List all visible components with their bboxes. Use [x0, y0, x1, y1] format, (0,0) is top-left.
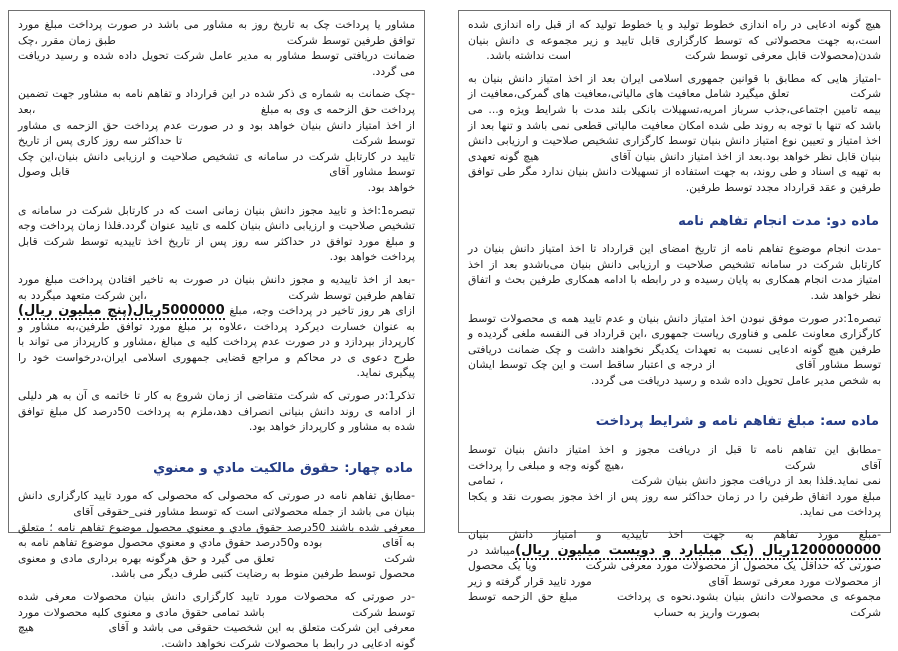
section-heading-article3: ماده سه: مبلغ تفاهم نامه و شرایط پرداخت [595, 414, 879, 430]
paragraph: تبصره1:اخذ و تایید مجوز دانش بنیان زمانی است که در کارتابل شرکت در سامانه ی تشخیص صلاحیت و ارزیابی دانش بنیان کلمه ی تایید عنوان گردد.فلذا زمان پرداخت وجه و مبلغ مورد توافق در حداکثر سه روز پس از تاریخ اخذ تاییدیه توسط شرکت قابل پرداخت خواهد بود. [18, 203, 415, 264]
paragraph: -در صورتی که محصولات مورد تایید کارگزاری دانش بنیان محصولات معرفی شده توسط شرکت باشد تمامی حقوق مادی و معنوی کلیه محصولات مورد معرفی این شرکت متعلق به این شخصیت حقوقی می باشد و آقای هیچ گونه ادعایی در رابط با محصولات شرکت نخواهد داشت. [18, 590, 415, 650]
paragraph: -چک ضمانت به شماره ی ذکر شده در این قرارداد و تفاهم نامه به مشاور جهت تضمین پرداخت حق الزحمه ی وی به مبلغ ،بعد از اخذ امتیاز دانش بنیان خواهد بود و در صورت عدم پرداخت حق الزحمه ی مشاور توسط شرکت تا حداکثر سه روز کاری پس از تاریخ تایید در کارتابل شرکت در سامانه ی تشخیص صلاحیت و ارزیابی دانش بنیان،این چک توسط مشاور آقای قابل وصول خواهد بود. [18, 87, 415, 194]
page-right [458, 10, 891, 619]
paragraph-text: -بعد از اخذ تاییدیه و مجوز دانش بنیان در صورت به تاخیر افتادن پرداخت مبلغ مورد تفاهم طرفین توسط شرکت ،این شرکت متعهد میگردد به ازای هر روز تاخیر در پرداخت وجه، مبلغ [18, 272, 415, 318]
amount-highlight: 5000000ریال(پنج میلیون ریال) [18, 303, 225, 319]
amount-highlight: 1200000000ریال (یک میلیارد و دویست میلیون ریال) [515, 542, 881, 558]
section-heading-article4: ماده چهار: حقوق مالکیت مادي و معنوي [153, 460, 413, 476]
section-heading-article2: ماده دو: مدت انجام تفاهم نامه [678, 213, 879, 229]
page-left [8, 10, 425, 650]
paragraph [468, 527, 881, 621]
paragraph-text: به عنوان خسارت دیرکرد پرداخت ،علاوه بر مبلغ مورد توافق طرفین،به مشاور و کارپرداز بپردازد و در صورت عدم پرداخت کلیه ی مبالغ ،مشاور و کارپرداز می تواند با طرح دعوی ی در محاکم و مراجع قضایی جمهوری اسلامی ایران،درخواست خود را پیگیری نماید. [18, 319, 415, 380]
paragraph: تبصره1:در صورت موفق نبودن اخذ امتیاز دانش بنیان و عدم تایید همه ی محصولات توسط کارگزاری معاونت علمی و فناوری ریاست جمهوری ،این قرارداد فی النفسه ملغی گردیده و طرفین هیچ گونه ادعایی نسبت به تعهدات یکدیگر نخواهند داشت و چک ضمانت دریافتی توسط مشاور آقای از درجه ی اعتبار ساقط است و این چک توسط ایشان به شخص مدیر عامل تحویل داده شده و رسید دریافت می گردد. [468, 311, 881, 387]
paragraph: مشاور یا پرداخت چک به تاریخ روز به مشاور می باشد در صورت پرداخت مبلغ مورد توافق طرفین توسط شرکت طبق زمان مقرر ،چک ضمانت دریافتی توسط مشاور به مدیر عامل شرکت تحویل داده شده و رسید دریافت می گردد. [18, 18, 415, 78]
paragraph-text: -مبلغ مورد تفاهم به جهت اخذ تاییدیه و امتیاز دانش بنیان [468, 528, 881, 542]
paragraph: -مطابق این تفاهم نامه تا قبل از دریافت مجوز و اخذ امتیاز دانش بنیان توسط آقای شرکت ،هیچ گونه وجه و مبلغی را پرداخت نمی نماید.فلذا بعد از دریافت مجوز دانش بنیان شرکت ، تمامی مبلغ مورد اتفاق طرفین را در زمان حداکثر سه روز پس از اخذ مجوز بصورت نقد و یکجا پرداخت می نماید. [468, 443, 881, 519]
paragraph: -مدت انجام موضوع تفاهم نامه از تاریخ امضای این قرارداد تا اخذ امتیاز دانش بنیان در کارتابل شرکت در سامانه تشخیص صلاحیت و ارزیابی دانش بنیان می‌باشدو بعد از اخذ امتیاز مدت انجام همکاری به پایان رسیده و در رابطه با ادامه همکاری طرفین بحث و اتفاق نظر خواهد شد. [468, 242, 881, 302]
paragraph: هیچ گونه ادعایی در راه اندازی خطوط تولید و یا خطوط تولید که از قبل راه اندازی شده است،به جهت محصولاتی که توسط کارگزاری قابل تایید و زیر مجموعه ی دانش بنیان شدن(محصولات قابل معرفی توسط شرکت است نداشته باشد. [468, 18, 881, 63]
paragraph: تذکر1:در صورتی که شرکت متقاضی از زمان شروع به کار تا خاتمه ی آن به هر دلیلی از ادامه ی روند دانش بنیانی انصراف دهد،ملزم به پرداخت 50درصد کل مبلغ توافق شده به مشاور و کارپرداز خواهد بود. [18, 389, 415, 434]
paragraph [18, 272, 415, 381]
paragraph: -امتیاز هایی که مطابق با قوانین جمهوری اسلامی ایران بعد از اخذ امتیاز دانش بنیان به شرکت تعلق میگیرد شامل معافیت های مالیاتی،معافیت های گمرکی،معافیت از بیمه تامین اجتماعی،جذب سرباز امریه،تسهیلات بانکی بلند مدت با شرایط ویژه و... می باشد که تنها با توجه به روند طی شده امکان معافیت مالیاتی قطعی نمی باشد و تنها بعد از اخذ امتیاز و تعیین نوع امتیاز دانش بنیان توسط کارگزاری تشخیص صلاحیت و ارزیابی دانش بنیان قابل نظر خواهد بود.بعد از اخذ امتیاز دانش بنیان آقای هیچ گونه تعهدی به تهیه ی اسناد و طی روند، به جهت استفاده از تسهیلات دانش بنیان ندارد مگر طی توافق طرفین و عقد قرارداد مجدد توسط طرفین. [468, 71, 881, 194]
paragraph-text: میباشد در صورتی که حداقل یک محصول از محصولات مورد معرفی شرکت ویا یک محصول از محصولات مورد معرفی توسط آقای مورد تایید قرار گرفته و زیر مجموعه ی محصولات دانش بنیان بشود.نحوه ی پرداخت مبلغ حق الزحمه توسط شرکت بصورت واریز به حساب [468, 543, 881, 619]
paragraph: -مطابق تفاهم نامه در صورتی که محصولی که محصولی که مورد تایید کارگزاری دانش بنیان می باشد از جمله محصولاتی است که توسط مشاور فنی_حقوقی آقای معرفی شده باشند 50درصد حقوق مادي و معنوي محصول موضوع تفاهم نامه ؛ متعلق به آقای بوده و50درصد حقوق مادي و معنوي محصول موضوع تفاهم نامه به شرکت تعلق می گیرد و حق هرگونه بهره برداری مادی و معنوی محصول توسط طرفین منوط به رضایت کتبی طرف دیگر می باشد. [18, 489, 415, 581]
